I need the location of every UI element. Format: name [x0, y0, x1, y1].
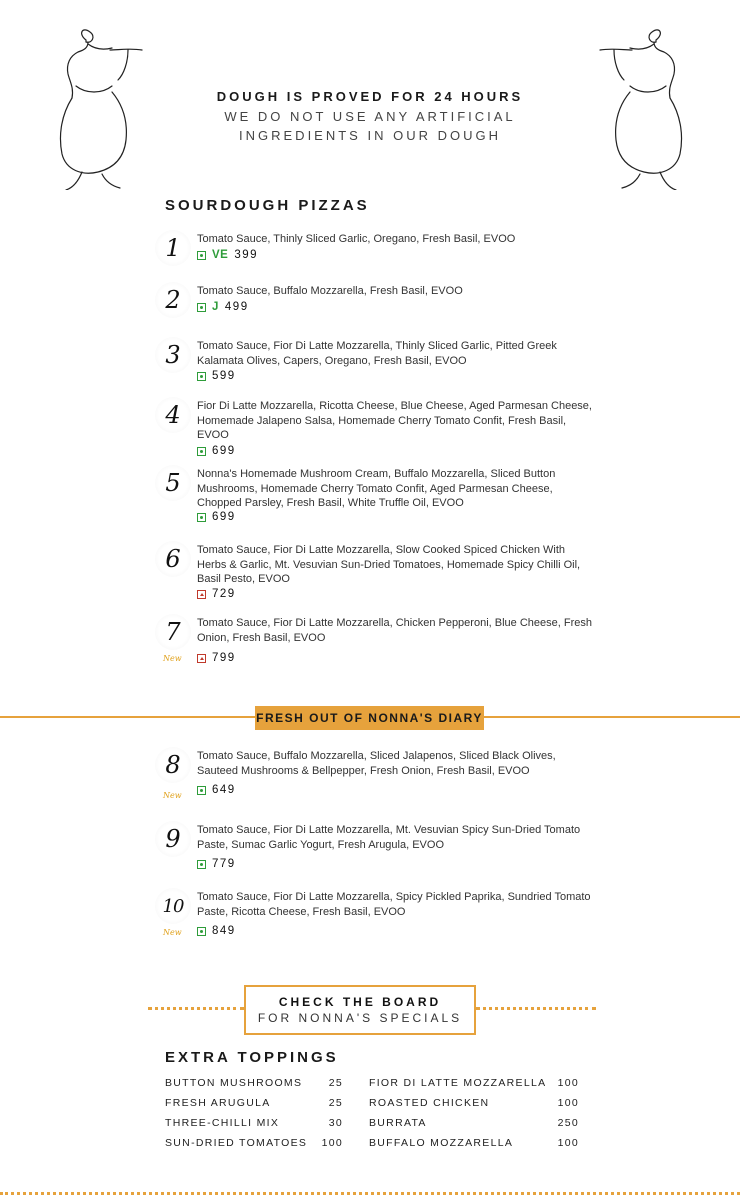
item-price: 729 [212, 588, 236, 600]
board-title: CHECK THE BOARD [278, 995, 442, 1009]
new-badge: New [163, 791, 182, 800]
veg-icon [197, 447, 206, 456]
veg-icon [197, 860, 206, 869]
item-number: 10 [155, 888, 191, 924]
topping-name: BUTTON MUSHROOMS [165, 1077, 303, 1089]
board-subtitle: FOR NONNA'S SPECIALS [257, 1011, 463, 1025]
diary-banner: FRESH OUT OF NONNA'S DIARY [255, 706, 484, 730]
topping-price: 250 [557, 1117, 579, 1129]
new-badge: New [163, 928, 182, 937]
dotted-line-right [476, 1007, 596, 1010]
tagline-artificial: WE DO NOT USE ANY ARTIFICIAL [224, 109, 516, 124]
item-description: Tomato Sauce, Fior Di Latte Mozzarella, Mt. Vesuvian Spicy Sun-Dried Tomato Paste, Sumac Garlic Yogurt, Fresh Arugula, EVOO [197, 824, 581, 851]
item-price: 699 [212, 511, 236, 523]
item-description: Tomato Sauce, Thinly Sliced Garlic, Oregano, Fresh Basil, EVOO [197, 233, 516, 245]
topping-name: THREE-CHILLI MIX [165, 1117, 280, 1129]
footer-dotted-line [0, 1192, 740, 1195]
diet-tag: J [212, 301, 219, 313]
diet-tag: VE [212, 249, 229, 261]
topping-price: 100 [557, 1137, 579, 1149]
veg-icon [197, 372, 206, 381]
new-badge: New [163, 654, 182, 663]
item-price-row [197, 784, 236, 796]
item-description: Tomato Sauce, Fior Di Latte Mozzarella, Thinly Sliced Garlic, Pitted Greek Kalamata Olives, Capers, Oregano, Fresh Basil, EVOO [197, 340, 557, 367]
item-price-row [197, 925, 236, 937]
item-number: 5 [155, 465, 191, 501]
item-price: 599 [212, 370, 236, 382]
item-price: 499 [224, 301, 249, 313]
topping-price: 100 [557, 1097, 579, 1109]
topping-name: ROASTED CHICKEN [369, 1097, 490, 1109]
tagline-proved: DOUGH IS PROVED FOR 24 HOURS [216, 89, 524, 104]
item-price-row [197, 652, 236, 664]
topping-price: 25 [328, 1097, 343, 1109]
item-price-row [197, 511, 236, 523]
topping-price: 30 [328, 1117, 343, 1129]
section-title-sourdough: SOURDOUGH PIZZAS [165, 197, 370, 214]
item-number: 6 [155, 541, 191, 577]
item-description: Tomato Sauce, Buffalo Mozzarella, Fresh Basil, EVOO [197, 285, 463, 297]
item-price: 699 [212, 445, 236, 457]
topping-price: 100 [557, 1077, 579, 1089]
veg-icon [197, 303, 206, 312]
item-price-row [197, 249, 258, 261]
item-number: 8 [155, 747, 191, 783]
topping-price: 100 [321, 1137, 343, 1149]
tagline-ingredients: INGREDIENTS IN OUR DOUGH [239, 128, 501, 143]
item-description: Tomato Sauce, Fior Di Latte Mozzarella, Chicken Pepperoni, Blue Cheese, Fresh Onion, Fresh Basil, EVOO [197, 617, 592, 644]
item-price-row [197, 588, 236, 600]
item-number: 9 [155, 821, 191, 857]
item-price: 849 [212, 925, 236, 937]
item-number: 1 [155, 230, 191, 266]
item-description: Tomato Sauce, Fior Di Latte Mozzarella, Spicy Pickled Paprika, Sundried Tomato Paste, Ricotta Cheese, Fresh Basil, EVOO [197, 891, 591, 918]
item-price-row [197, 445, 236, 457]
veg-icon [197, 251, 206, 260]
item-description: Nonna's Homemade Mushroom Cream, Buffalo Mozzarella, Sliced Button Mushrooms, Homemade Cherry Tomato Confit, Aged Parmesan Cheese, Chopped Parsley, Fresh Basil, White Truffle Oil, EVOO [197, 468, 556, 509]
veg-icon [197, 513, 206, 522]
item-price-row [197, 858, 236, 870]
nonveg-icon [197, 590, 206, 599]
topping-name: FIOR DI LATTE MOZZARELLA [369, 1077, 547, 1089]
item-description: Fior Di Latte Mozzarella, Ricotta Cheese, Blue Cheese, Aged Parmesan Cheese, Homemade Jalapeno Salsa, Homemade Cherry Tomato Confit, Fresh Basil, EVOO [197, 400, 592, 441]
item-price: 779 [212, 858, 236, 870]
dotted-line-left [148, 1007, 244, 1010]
veg-icon [197, 786, 206, 795]
section-title-toppings: EXTRA TOPPINGS [165, 1049, 339, 1066]
specials-board [244, 985, 476, 1035]
item-number: 7 [155, 614, 191, 650]
item-price-row [197, 370, 236, 382]
topping-name: BURRATA [369, 1117, 427, 1129]
topping-price: 25 [328, 1077, 343, 1089]
item-number: 4 [155, 397, 191, 433]
veg-icon [197, 927, 206, 936]
topping-name: FRESH ARUGULA [165, 1097, 271, 1109]
item-description: Tomato Sauce, Buffalo Mozzarella, Sliced Jalapenos, Sliced Black Olives, Sauteed Mushrooms & Bellpepper, Fresh Onion, Fresh Basil, EVOO [197, 750, 556, 777]
item-price-row [197, 301, 249, 313]
topping-name: SUN-DRIED TOMATOES [165, 1137, 308, 1149]
item-price: 649 [212, 784, 236, 796]
item-description: Tomato Sauce, Fior Di Latte Mozzarella, Slow Cooked Spiced Chicken With Herbs & Garlic, Mt. Vesuvian Sun-Dried Tomatoes, Homemade Spicy Chilli Oil, Basil Pesto, EVOO [197, 544, 581, 585]
item-number: 2 [155, 282, 191, 318]
item-price: 799 [212, 652, 236, 664]
item-price: 399 [234, 249, 259, 261]
topping-name: BUFFALO MOZZARELLA [369, 1137, 514, 1149]
item-number: 3 [155, 337, 191, 373]
nonveg-icon [197, 654, 206, 663]
